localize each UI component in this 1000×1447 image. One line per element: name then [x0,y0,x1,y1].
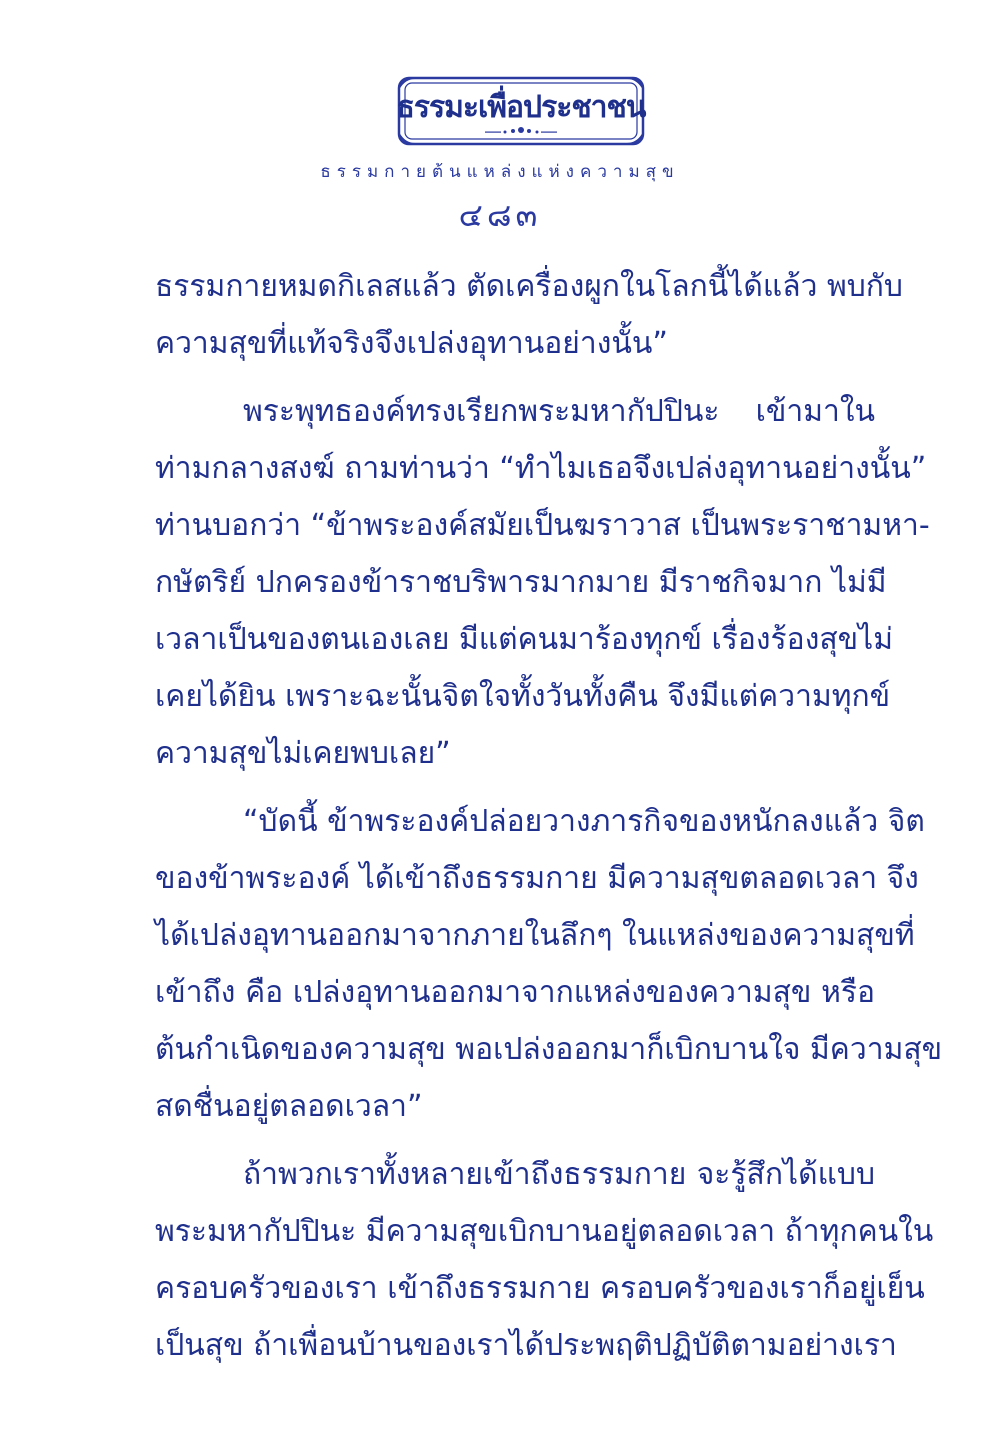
page-number: ๔๘๓ [458,196,542,234]
text-line: พระมหากัปปินะ มีความสุขเบิกบานอยู่ตลอดเวลา ถ้าทุกคนใน [155,1214,934,1249]
text-line: ของข้าพระองค์ ได้เข้าถึงธรรมกาย มีความสุขตลอดเวลา จึง [155,861,919,896]
book-subtitle: ธรรมกายต้นแหล่งแห่งความสุข [320,162,680,182]
logo-text: ธรรมะเพื่อประชาชน [396,90,646,125]
text-line: ถ้าพวกเราทั้งหลายเข้าถึงธรรมกาย จะรู้สึกได้แบบ [243,1157,875,1192]
paragraph-3 [155,793,943,1135]
text-line: เคยได้ยิน เพราะฉะนั้นจิตใจทั้งวันทั้งคืน จึงมีแต่ความทุกข์ [155,679,891,714]
text-line: ต้นกำเนิดของความสุข พอเปล่งออกมาก็เบิกบานใจ มีความสุข [155,1032,943,1067]
text-line: สดชื่นอยู่ตลอดเวลา” [155,1089,423,1124]
text-line: เข้าถึง คือ เปล่งอุทานออกมาจากแหล่งของความสุข หรือ [155,975,875,1010]
text-line: ธรรมกายหมดกิเลสแล้ว ตัดเครื่องผูกในโลกนี้ได้แล้ว พบกับ [155,269,903,304]
text-line: ครอบครัวของเรา เข้าถึงธรรมกาย ครอบครัวของเราก็อยู่เย็น [155,1271,925,1306]
text-line: เป็นสุข ถ้าเพื่อนบ้านของเราได้ประพฤติปฏิบัติตามอย่างเรา [155,1328,897,1363]
paragraph-4 [155,1146,934,1374]
text-line: กษัตริย์ ปกครองข้าราชบริพารมากมาย มีราชกิจมาก ไม่มี [155,565,887,600]
publication-logo [393,74,649,154]
body-text [155,258,943,1385]
paragraph-1 [155,258,903,372]
text-line: ความสุขไม่เคยพบเลย” [155,736,451,771]
text-line: ได้เปล่งอุทานออกมาจากภายในลึกๆ ในแหล่งของความสุขที่ [155,918,915,953]
text-line: พระพุทธองค์ทรงเรียกพระมหากัปปินะ เข้ามาใน [243,394,875,429]
text-line: ท่านบอกว่า “ข้าพระองค์สมัยเป็นฆราวาส เป็นพระราชามหา- [155,508,930,543]
text-line: เวลาเป็นของตนเองเลย มีแต่คนมาร้องทุกข์ เรื่องร้องสุขไม่ [155,622,894,657]
text-line: ท่ามกลางสงฆ์ ถามท่านว่า “ทำไมเธอจึงเปล่งอุทานอย่างนั้น” [155,451,927,486]
text-line: ความสุขที่แท้จริงจึงเปล่งอุทานอย่างนั้น” [155,326,668,361]
text-line: “บัดนี้ ข้าพระองค์ปล่อยวางภารกิจของหนักลงแล้ว จิต [243,804,925,839]
paragraph-2 [155,383,930,782]
